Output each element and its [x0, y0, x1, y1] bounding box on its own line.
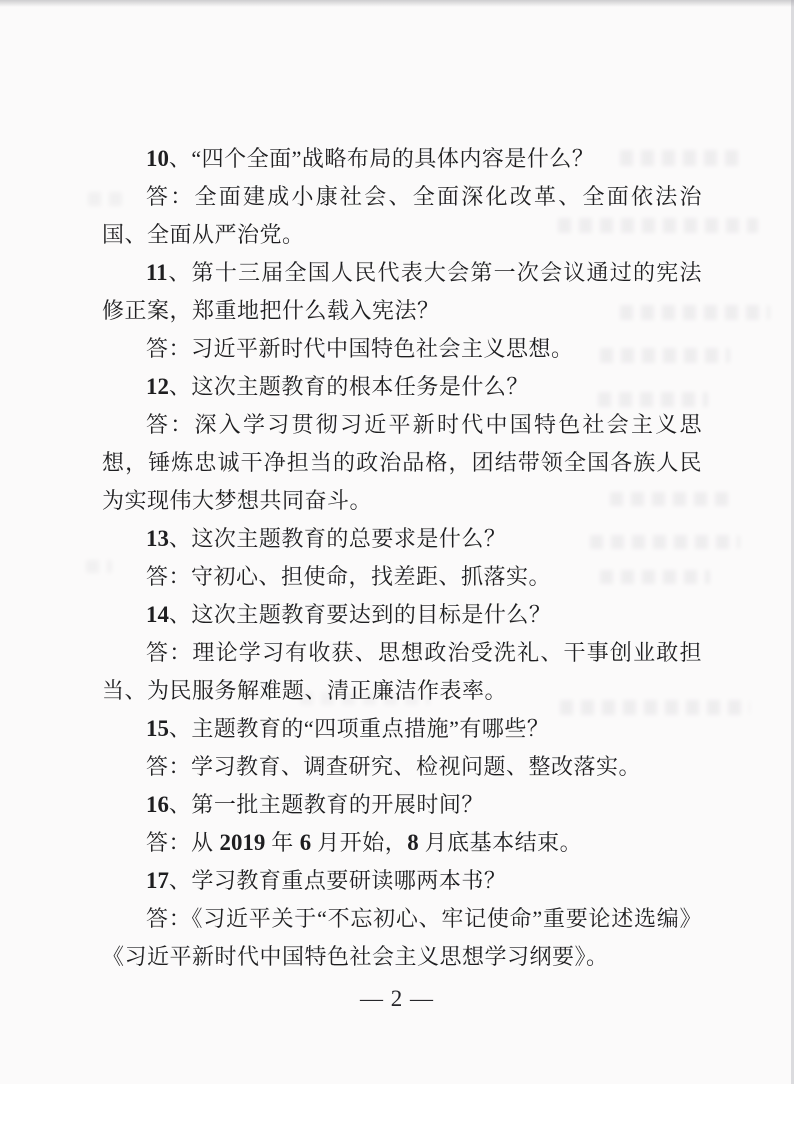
question-paragraph: 10、“四个全面”战略布局的具体内容是什么？	[146, 146, 595, 171]
document-body	[102, 140, 702, 976]
answer-paragraph: 答：学习教育、调查研究、检视问题、整改落实。	[146, 754, 642, 779]
question-paragraph: 17、学习教育重点要研读哪两本书？	[146, 868, 507, 893]
answer-paragraph: 答：守初心、担使命，找差距、抓落实。	[146, 564, 552, 589]
numeral: 15	[146, 716, 169, 741]
numeral: 8	[407, 830, 419, 855]
question-paragraph: 11、第十三届全国人民代表大会第一次会议通过的宪法修正案，郑重地把什么载入宪法？	[102, 260, 702, 323]
numeral: 13	[146, 526, 169, 551]
numeral: 16	[146, 792, 169, 817]
question-paragraph: 12、这次主题教育的根本任务是什么？	[146, 374, 529, 399]
numeral: 11	[146, 260, 168, 285]
numeral: 10	[146, 146, 169, 171]
question-paragraph: 14、这次主题教育要达到的目标是什么？	[146, 602, 552, 627]
answer-paragraph: 答：全面建成小康社会、全面深化改革、全面依法治国、全面从严治党。	[102, 184, 702, 247]
numeral: 2019	[219, 830, 266, 855]
question-paragraph: 13、这次主题教育的总要求是什么？	[146, 526, 507, 551]
answer-paragraph: 答：理论学习有收获、思想政治受洗礼、干事创业敢担当、为民服务解难题、清正廉洁作表率。	[102, 640, 702, 703]
scan-top-edge-artifact	[0, 0, 794, 7]
question-paragraph: 15、主题教育的“四项重点措施”有哪些？	[146, 716, 550, 741]
answer-paragraph: 答：习近平新时代中国特色社会主义思想。	[146, 336, 574, 361]
scan-bottom-margin	[0, 1084, 794, 1122]
question-paragraph: 16、第一批主题教育的开展时间？	[146, 792, 484, 817]
answer-paragraph: 答：从 2019 年 6 月开始，8 月底基本结束。	[146, 830, 583, 855]
numeral: 12	[146, 374, 169, 399]
answer-paragraph: 答：《习近平关于“不忘初心、牢记使命”重要论述选编》《习近平新时代中国特色社会主义思想学习纲要》。	[102, 906, 702, 969]
numeral: 17	[146, 868, 169, 893]
answer-paragraph: 答：深入学习贯彻习近平新时代中国特色社会主义思想，锤炼忠诚干净担当的政治品格，团结带领全国各族人民为实现伟大梦想共同奋斗。	[102, 412, 702, 513]
numeral: 6	[299, 830, 312, 855]
numeral: 14	[146, 602, 169, 627]
page-number: — 2 —	[360, 986, 434, 1011]
